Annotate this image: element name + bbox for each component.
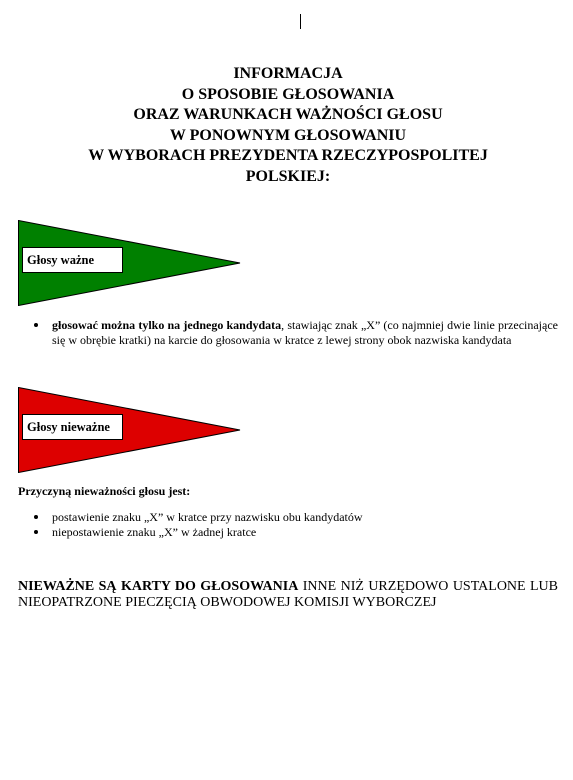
valid-votes-pennant [18, 220, 243, 306]
title-line: W PONOWNYM GŁOSOWANIU [169, 126, 407, 144]
list-item: postawienie znaku „X” w kratce przy nazwisku obu kandydatów [18, 510, 558, 525]
title-line: POLSKIEJ: [245, 167, 331, 185]
title-line: ORAZ WARUNKACH WAŻNOŚCI GŁOSU [133, 106, 443, 123]
title-line: INFORMACJA [233, 65, 343, 82]
valid-rule-bold: głosować można tylko na jednego kandydata [52, 318, 282, 332]
notice-text: INNE NIŻ URZĘDOWO USTALONE LUB NIEOPATRZONE PIECZĘCIĄ OBWODOWEJ KOMISJI WYBORCZEJ [18, 579, 558, 610]
page-title [18, 64, 558, 187]
list-item [18, 318, 558, 347]
ballot-validity-notice [18, 579, 558, 611]
invalid-reasons-list [18, 510, 558, 539]
notice-bold: NIEWAŻNE SĄ KARTY DO GŁOSOWANIA [18, 579, 299, 594]
invalid-votes-label: Głosy nieważne [22, 414, 123, 440]
valid-votes-label: Głosy ważne [22, 247, 123, 273]
valid-votes-list [18, 318, 558, 347]
title-line: O SPOSOBIE GŁOSOWANIA [181, 85, 395, 103]
invalid-reasons-heading: Przyczyną nieważności głosu jest: [18, 484, 191, 498]
valid-rule-text: , stawiając znak „X” (co najmniej dwie linie przecinające się w obrębie kratki) na karcie do głosowania w kratce z lewej strony obok nazwiska kandydata [52, 318, 558, 347]
title-line: W WYBORACH PREZYDENTA RZECZYPOSPOLITEJ [88, 147, 488, 164]
list-item: niepostawienie znaku „X” w żadnej kratce [18, 525, 558, 540]
invalid-votes-pennant [18, 387, 243, 473]
text-cursor [300, 14, 301, 29]
